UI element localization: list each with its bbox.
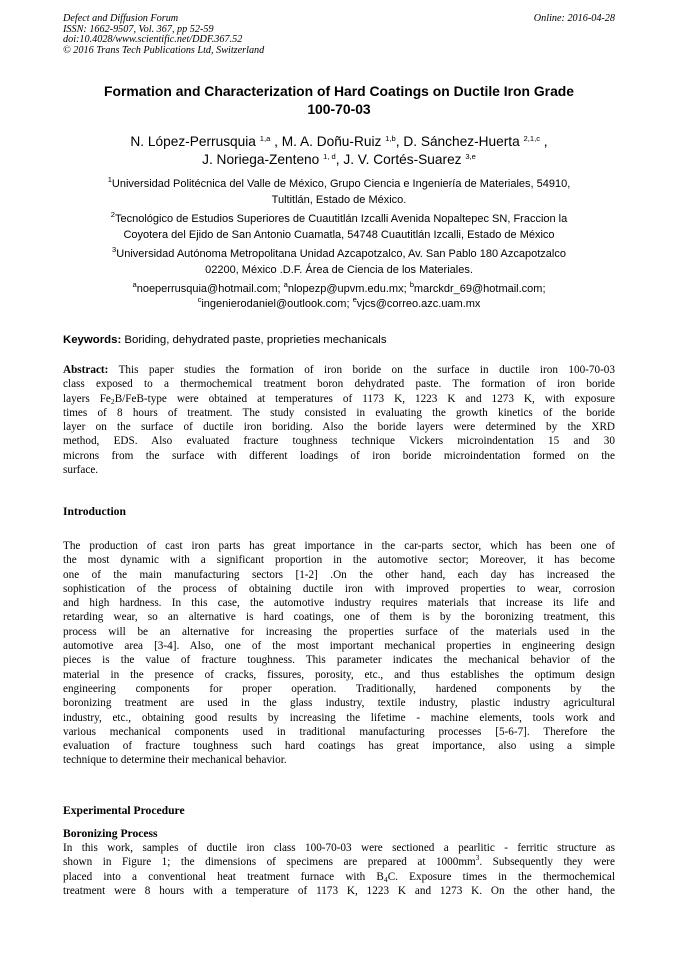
author-line-2: [63, 151, 615, 169]
superscript: 3: [475, 854, 480, 863]
keywords: [63, 333, 615, 348]
affiliation-number: 3: [112, 245, 117, 254]
abstract: [63, 363, 615, 477]
author-affiliation-mark: 3,e: [465, 152, 476, 161]
abstract-line: method, EDS. Also evaluated fracture toughness technique Vickers microindentation 15 and 30: [63, 435, 615, 448]
author-affiliation-mark: 1,a: [259, 134, 271, 143]
affiliation-text: Tecnológico de Estudios Superiores de Cuautitlán Izcalli Avenida Nopaltepec SN, Fraccion la: [114, 213, 568, 225]
email-mark: a: [132, 280, 137, 289]
introduction-line: various mechanical components used in traditional manufacturing processes [5-6-7]. Therefore the: [63, 725, 615, 738]
email-address: nlopezp@upvm.edu.mx;: [287, 283, 410, 295]
abstract-line: layer on the surface of ductile iron boriding. Also the boride layers were determined by the XRD: [63, 421, 615, 434]
author-list: [63, 133, 615, 169]
affiliation-2: [63, 211, 615, 243]
abstract-line: microns from the surface with different loadings of iron boride microindentation formed on the: [63, 449, 615, 462]
experimental-body: [63, 841, 615, 898]
email-address: marckdr_69@hotmail.com;: [413, 283, 546, 295]
subscript: 4: [383, 874, 388, 884]
abstract-text: This paper studies the formation of iron boride on the surface in ductile iron 100-70-03: [108, 364, 615, 376]
author-name: , M. A. Doñu-Ruiz: [270, 134, 386, 149]
keywords-label: Keywords:: [63, 334, 122, 346]
keywords-text: Boriding, dehydrated paste, proprieties mechanicals: [121, 334, 387, 346]
abstract-line: surface.: [63, 464, 99, 477]
online-date: Online: 2016-04-28: [533, 13, 615, 24]
body-line: In this work, samples of ductile iron class 100-70-03 were sectioned a pearlitic - ferritic structure as: [63, 842, 615, 854]
introduction-line: retarding wear, so an alternative is hard coatings, one of them is by the boronizing treatment, this: [63, 611, 615, 624]
boronizing-subheading: Boronizing Process: [63, 827, 158, 840]
affiliation-3-line-1: [63, 246, 615, 262]
email-address: noeperrusquia@hotmail.com;: [136, 283, 284, 295]
body-line: treatment were 8 hours with a temperature of 1173 K, 1223 K and 1273 K. On the other hand, the: [63, 884, 615, 897]
subscript: 2: [110, 396, 115, 406]
author-name: , D. Sánchez-Huerta: [395, 134, 524, 149]
introduction-line: industry, etc., obtaining good results by increasing the lifetime - machine elements, tools work and: [63, 711, 615, 724]
author-affiliation-mark: 1, d: [323, 152, 336, 161]
introduction-line: boronizing treatment are used in the glass industry, textile industry, plastic industry agricultural: [63, 697, 615, 710]
experimental-heading: Experimental Procedure: [63, 804, 185, 817]
title-line-2: 100-70-03: [307, 101, 371, 117]
author-affiliation-mark: 2,1,c: [523, 134, 540, 143]
body-text: . Subsequently they were: [479, 856, 615, 869]
introduction-line: pieces is the value of fracture toughness. This parameter indicates the mechanical behavior of the: [63, 654, 615, 667]
abstract-label: Abstract:: [63, 364, 109, 376]
abstract-line: class exposed to a thermochemical treatment boron dehydrated paste. The formation of iron boride: [63, 378, 615, 391]
introduction-heading: Introduction: [63, 505, 126, 518]
affiliation-number: 1: [107, 175, 112, 184]
introduction-line: sophistication of the process of obtaining ductile iron with improved properties to wear, corrosion: [63, 582, 615, 595]
author-separator: ,: [540, 134, 548, 149]
author-name: , J. V. Cortés-Suarez: [335, 152, 466, 167]
introduction-line: the most dynamic with a significant proportion in the automotive sector; Moreover, it has become: [63, 554, 615, 567]
introduction-line: The production of cast iron parts has great importance in the car-parts sector, which has been one of: [63, 540, 615, 552]
email-address: ingenierodaniel@outlook.com;: [201, 298, 353, 310]
abstract-line: [63, 363, 615, 377]
introduction-line: automotive area [3-4]. Also, one of the most important mechanical properties in engineering design: [63, 640, 615, 653]
body-text: placed into a conventional heat treatment furnace with B: [63, 870, 384, 883]
paper-title: [63, 82, 615, 118]
body-line: [63, 870, 615, 884]
affiliation-3-line-2: 02200, México .D.F. Área de Ciencia de los Materiales.: [205, 264, 473, 276]
introduction-line: process will be an alternative for increasing the properties surface of the materials used in the: [63, 625, 615, 638]
author-name: N. López-Perrusquia: [130, 134, 260, 149]
abstract-text: B/FeB-type were obtained at temperatures of 1173 K, 1223 K and 1273 K, with exposure: [114, 392, 615, 405]
affiliation-1-line-2: Tultitlán, Estado de México.: [271, 194, 407, 206]
title-line-1: Formation and Characterization of Hard Coatings on Ductile Iron Grade: [103, 83, 575, 99]
introduction-line: technique to determine their mechanical behavior.: [63, 754, 287, 767]
issn-line: ISSN: 1662-9507, Vol. 367, pp 52-59: [63, 23, 214, 35]
email-mark: c: [197, 295, 202, 304]
affiliation-1: [63, 176, 615, 208]
abstract-line: [63, 392, 615, 406]
doi-line: doi:10.4028/www.scientific.net/DDF.367.52: [63, 34, 243, 46]
introduction-line: and high hardness. In this case, the automotive industry requires materials that increase its life and: [63, 597, 615, 610]
introduction-line: one of the main manufacturing sectors [1-2] .On the other hand, each day has increased the: [63, 568, 615, 581]
email-line-2: [63, 297, 615, 312]
email-line-1: [63, 282, 615, 297]
author-name: J. Noriega-Zenteno: [202, 152, 324, 167]
abstract-text: layers Fe: [63, 392, 111, 405]
affiliation-3: [63, 246, 615, 278]
journal-header: [63, 14, 264, 56]
affiliation-text: Universidad Politécnica del Valle de México, Grupo Ciencia e Ingeniería de Materiales, 54910,: [111, 178, 571, 190]
introduction-line: evaluation of fracture toughness such hard coatings has great importance, also using a simple: [63, 740, 615, 753]
body-line: [63, 855, 615, 869]
affiliation-text: Universidad Autónoma Metropolitana Unidad Azcapotzalco, Av. San Pablo 180 Azcapotzalco: [116, 248, 566, 260]
copyright-line: © 2016 Trans Tech Publications Ltd, Switzerland: [63, 44, 265, 56]
affiliation-2-line-2: Coyotera del Ejido de San Antonio Cuamatla, 54748 Cuautitlán Izcalli, Estado de México: [123, 229, 555, 241]
email-mark: a: [283, 280, 288, 289]
journal-name: Defect and Diffusion Forum: [63, 13, 179, 24]
introduction-line: material in the presence of cracks, fissures, porosity, etc., and thus establishes the optimum design: [63, 668, 615, 681]
affiliation-2-line-1: [63, 211, 615, 227]
body-text: C. Exposure times in the thermochemical: [387, 870, 616, 883]
affiliation-1-line-1: [63, 176, 615, 192]
email-list: [63, 282, 615, 312]
body-text: shown in Figure 1; the dimensions of specimens are prepared at 1000mm: [63, 856, 476, 869]
email-mark: e: [352, 295, 357, 304]
introduction-line: engineering components for proper operation. Traditionally, hardened components by the: [63, 682, 615, 695]
abstract-line: times of 8 hours of treatment. The study consisted in evaluating the growth kinetics of the boride: [63, 406, 615, 419]
email-mark: b: [409, 280, 414, 289]
introduction-body: [63, 539, 615, 768]
email-address: vjcs@correo.azc.uam.mx: [356, 298, 481, 310]
affiliation-number: 2: [110, 210, 115, 219]
author-line-1: [63, 133, 615, 151]
author-affiliation-mark: 1,b: [385, 134, 396, 143]
